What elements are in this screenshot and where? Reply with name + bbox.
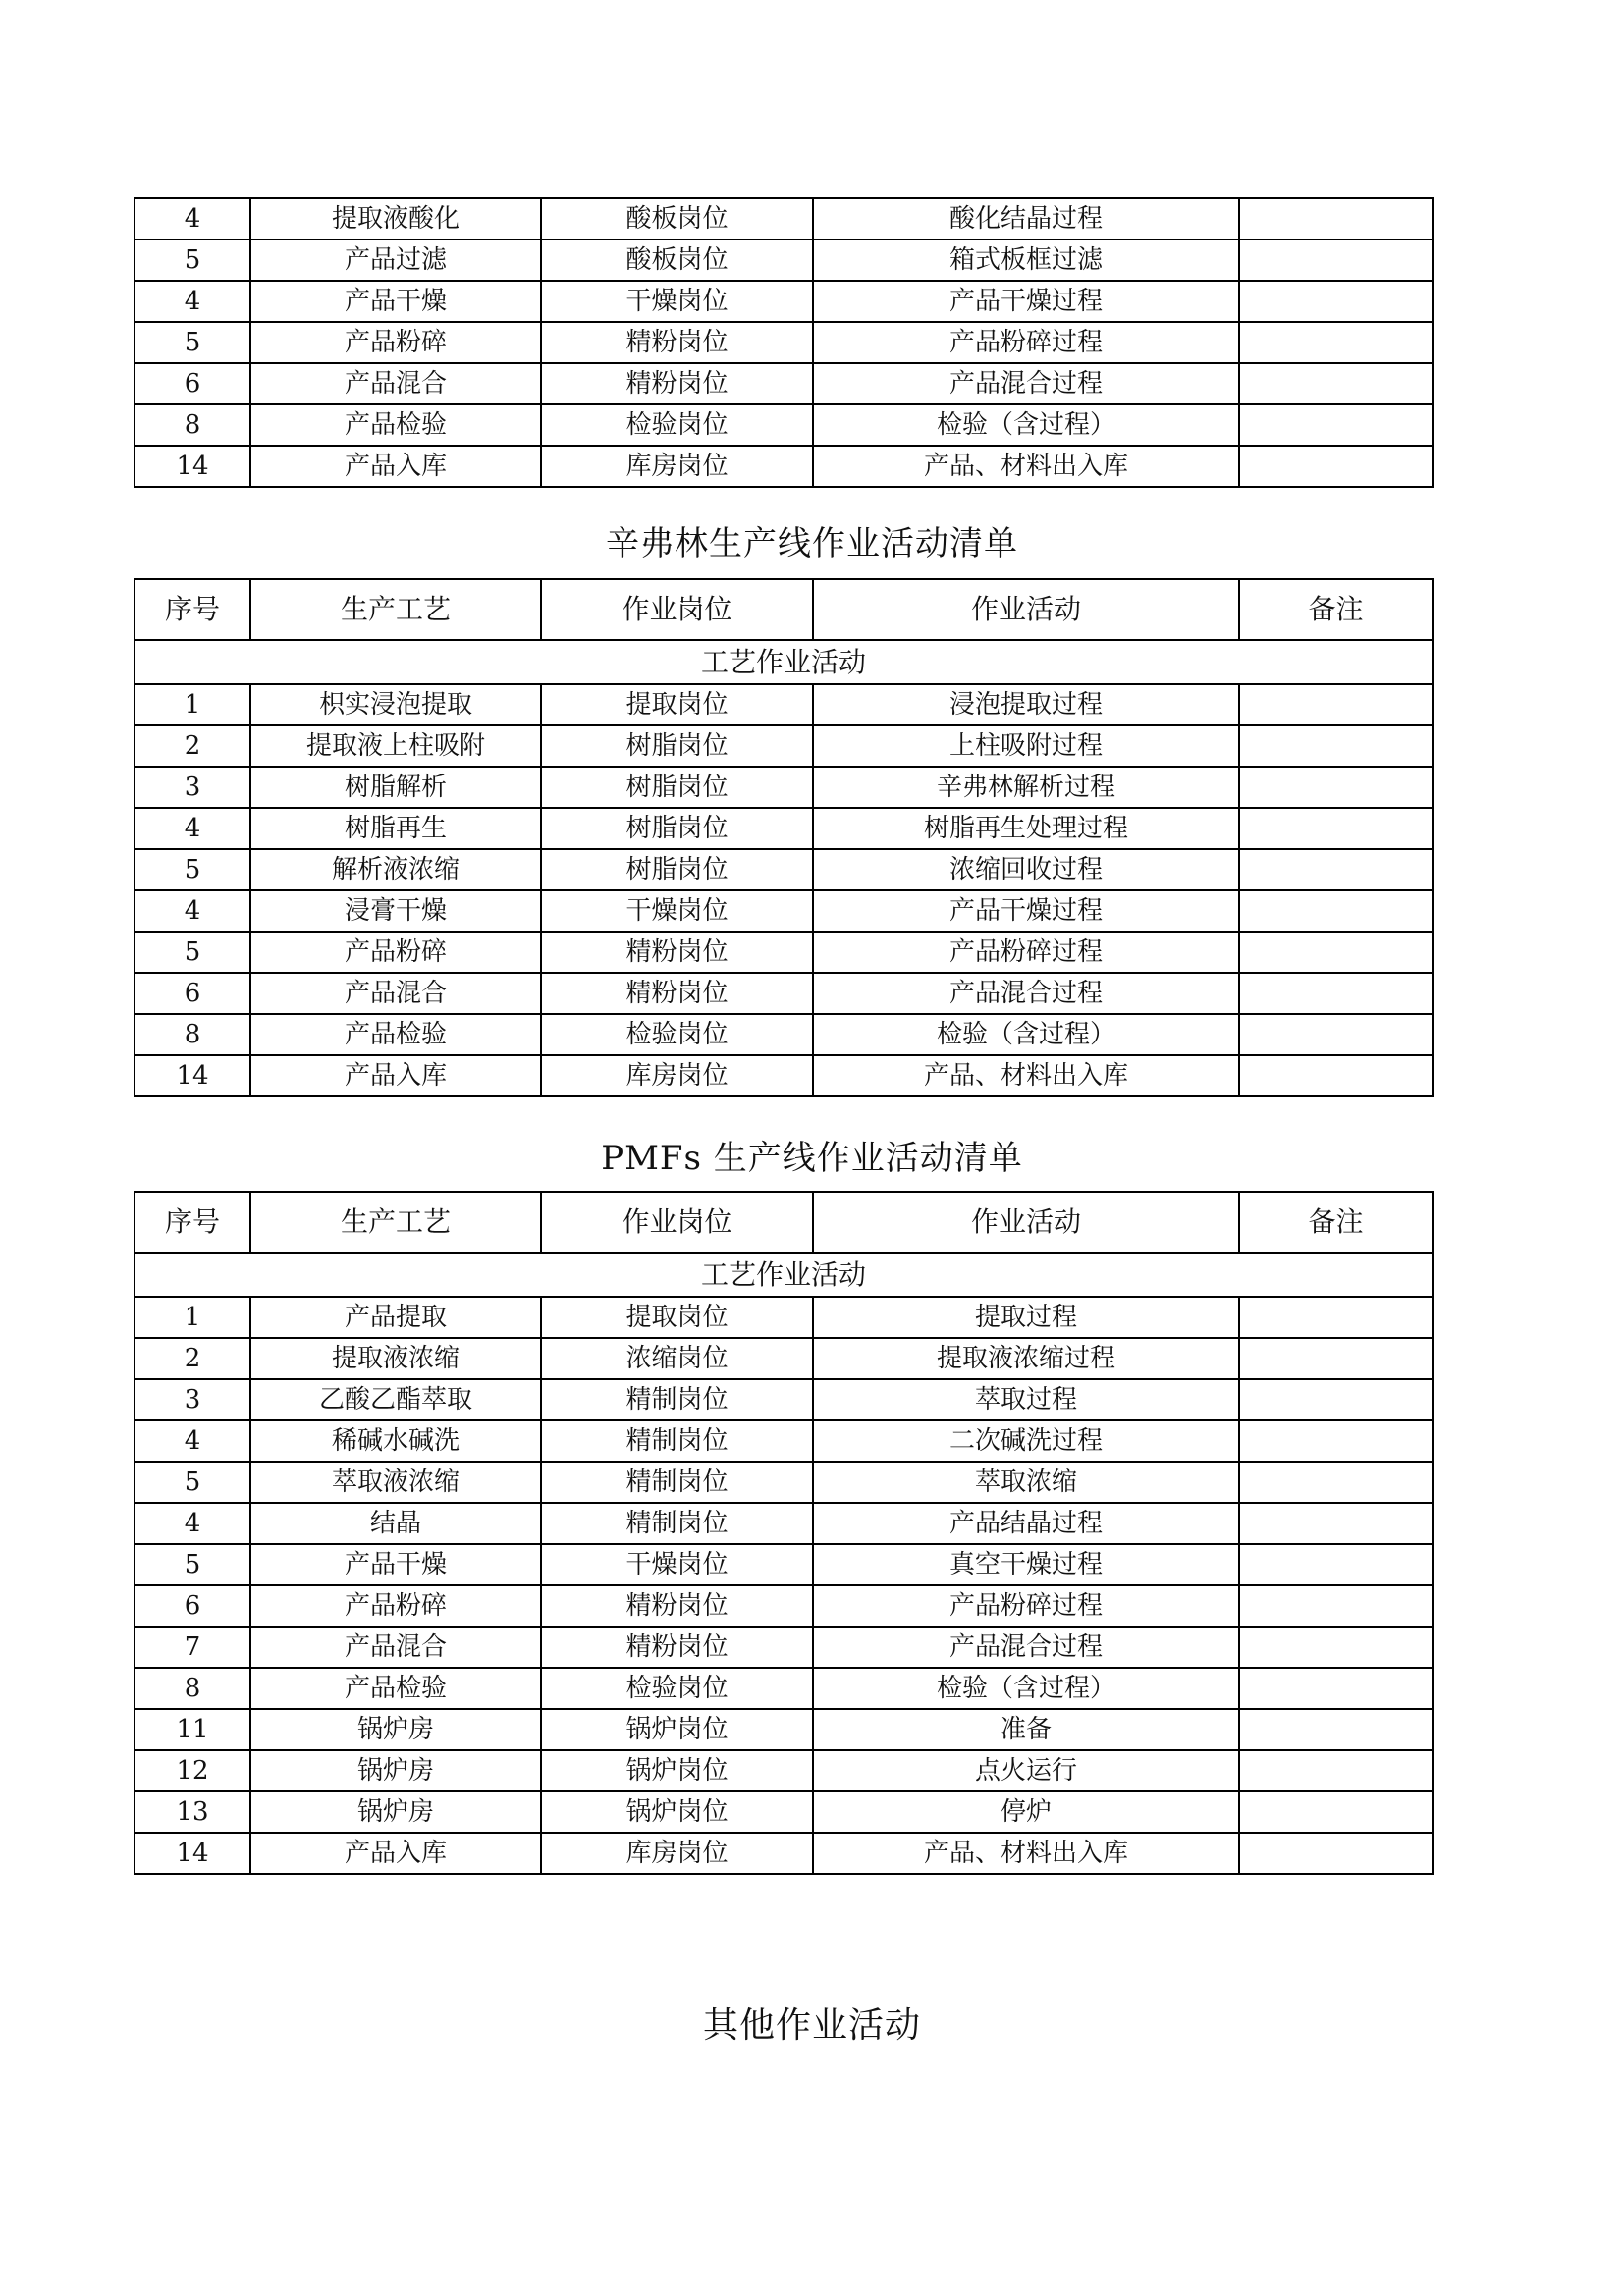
table-row xyxy=(135,767,1433,808)
cell-remarks xyxy=(1239,281,1433,322)
cell-post: 精制岗位 xyxy=(541,1503,813,1544)
table-header-row xyxy=(135,1192,1433,1253)
table-row xyxy=(135,932,1433,973)
synephrine-section-title: 辛弗林生产线作业活动清单 xyxy=(606,524,1018,563)
cell-activity: 产品、材料出入库 xyxy=(813,1055,1239,1096)
cell-post: 树脂岗位 xyxy=(541,767,813,808)
cell-process: 锅炉房 xyxy=(250,1750,541,1791)
cell-process: 产品混合 xyxy=(250,363,541,404)
cell-seq: 2 xyxy=(135,725,250,767)
cell-process: 萃取液浓缩 xyxy=(250,1462,541,1503)
cell-post: 提取岗位 xyxy=(541,1297,813,1338)
cell-remarks xyxy=(1239,973,1433,1014)
cell-remarks xyxy=(1239,1544,1433,1585)
cell-process: 产品粉碎 xyxy=(250,1585,541,1627)
cell-post: 库房岗位 xyxy=(541,1055,813,1096)
cell-seq: 1 xyxy=(135,684,250,725)
cell-post: 精制岗位 xyxy=(541,1462,813,1503)
cell-remarks xyxy=(1239,890,1433,932)
cell-seq: 4 xyxy=(135,1420,250,1462)
cell-remarks xyxy=(1239,1379,1433,1420)
cell-remarks xyxy=(1239,1420,1433,1462)
cell-seq: 5 xyxy=(135,849,250,890)
cell-remarks xyxy=(1239,808,1433,849)
cell-activity: 二次碱洗过程 xyxy=(813,1420,1239,1462)
table-row xyxy=(135,240,1433,281)
table-row xyxy=(135,1420,1433,1462)
cell-remarks xyxy=(1239,1014,1433,1055)
cell-process: 提取液上柱吸附 xyxy=(250,725,541,767)
table-row xyxy=(135,1627,1433,1668)
cell-post: 精粉岗位 xyxy=(541,322,813,363)
cell-activity: 真空干燥过程 xyxy=(813,1544,1239,1585)
cell-process: 稀碱水碱洗 xyxy=(250,1420,541,1462)
cell-activity: 检验（含过程） xyxy=(813,404,1239,446)
cell-post: 精粉岗位 xyxy=(541,973,813,1014)
cell-process: 树脂再生 xyxy=(250,808,541,849)
table-row xyxy=(135,1014,1433,1055)
cell-process: 产品提取 xyxy=(250,1297,541,1338)
table-row xyxy=(135,1585,1433,1627)
cell-remarks xyxy=(1239,849,1433,890)
cell-activity: 产品粉碎过程 xyxy=(813,1585,1239,1627)
table-row xyxy=(135,198,1433,240)
cell-process: 产品检验 xyxy=(250,404,541,446)
cell-seq: 4 xyxy=(135,281,250,322)
cell-post: 树脂岗位 xyxy=(541,725,813,767)
table-row xyxy=(135,1055,1433,1096)
cell-seq: 4 xyxy=(135,808,250,849)
table-row xyxy=(135,1709,1433,1750)
cell-seq: 3 xyxy=(135,1379,250,1420)
cell-remarks xyxy=(1239,1668,1433,1709)
cell-remarks xyxy=(1239,1462,1433,1503)
cell-activity: 箱式板框过滤 xyxy=(813,240,1239,281)
cell-remarks xyxy=(1239,1791,1433,1833)
cell-seq: 3 xyxy=(135,767,250,808)
cell-process: 产品干燥 xyxy=(250,281,541,322)
cell-activity: 停炉 xyxy=(813,1791,1239,1833)
cell-post: 锅炉岗位 xyxy=(541,1791,813,1833)
cell-seq: 14 xyxy=(135,1833,250,1874)
cell-process: 提取液浓缩 xyxy=(250,1338,541,1379)
cell-post: 精粉岗位 xyxy=(541,932,813,973)
cell-seq: 5 xyxy=(135,240,250,281)
cell-process: 乙酸乙酯萃取 xyxy=(250,1379,541,1420)
table-row xyxy=(135,1668,1433,1709)
cell-post: 精粉岗位 xyxy=(541,1627,813,1668)
cell-process: 结晶 xyxy=(250,1503,541,1544)
cell-activity: 萃取浓缩 xyxy=(813,1462,1239,1503)
cell-activity: 产品、材料出入库 xyxy=(813,1833,1239,1874)
cell-post: 检验岗位 xyxy=(541,404,813,446)
cell-activity: 辛弗林解析过程 xyxy=(813,767,1239,808)
table-row xyxy=(135,1544,1433,1585)
cell-seq: 14 xyxy=(135,1055,250,1096)
cell-remarks xyxy=(1239,446,1433,487)
cell-activity: 产品粉碎过程 xyxy=(813,322,1239,363)
cell-remarks xyxy=(1239,1585,1433,1627)
table-row xyxy=(135,1750,1433,1791)
cell-remarks xyxy=(1239,1055,1433,1096)
group-label: 工艺作业活动 xyxy=(135,640,1433,684)
cell-activity: 浓缩回收过程 xyxy=(813,849,1239,890)
other-activities-title: 其他作业活动 xyxy=(702,2005,921,2046)
cell-process: 产品粉碎 xyxy=(250,932,541,973)
cell-seq: 4 xyxy=(135,1503,250,1544)
header-process: 生产工艺 xyxy=(250,1192,541,1253)
header-process: 生产工艺 xyxy=(250,579,541,640)
table-row xyxy=(135,725,1433,767)
group-row xyxy=(135,640,1433,684)
cell-activity: 产品混合过程 xyxy=(813,363,1239,404)
cell-post: 精粉岗位 xyxy=(541,1585,813,1627)
cell-post: 库房岗位 xyxy=(541,1833,813,1874)
cell-activity: 产品混合过程 xyxy=(813,973,1239,1014)
cell-post: 检验岗位 xyxy=(541,1668,813,1709)
cell-seq: 6 xyxy=(135,973,250,1014)
cell-seq: 1 xyxy=(135,1297,250,1338)
table-row xyxy=(135,404,1433,446)
cell-process: 树脂解析 xyxy=(250,767,541,808)
cell-seq: 12 xyxy=(135,1750,250,1791)
cell-seq: 2 xyxy=(135,1338,250,1379)
cell-process: 产品入库 xyxy=(250,1833,541,1874)
pmfs-activity-table xyxy=(134,1191,1434,1875)
cell-post: 检验岗位 xyxy=(541,1014,813,1055)
table-row xyxy=(135,1297,1433,1338)
header-seq: 序号 xyxy=(135,579,250,640)
cell-seq: 4 xyxy=(135,890,250,932)
table-header-row xyxy=(135,579,1433,640)
table-row xyxy=(135,281,1433,322)
synephrine-activity-table xyxy=(134,578,1434,1097)
cell-remarks xyxy=(1239,1297,1433,1338)
cell-remarks xyxy=(1239,1338,1433,1379)
cell-process: 枳实浸泡提取 xyxy=(250,684,541,725)
cell-activity: 提取过程 xyxy=(813,1297,1239,1338)
cell-seq: 13 xyxy=(135,1791,250,1833)
cell-process: 产品检验 xyxy=(250,1014,541,1055)
cell-process: 产品过滤 xyxy=(250,240,541,281)
cell-post: 酸板岗位 xyxy=(541,240,813,281)
cell-seq: 7 xyxy=(135,1627,250,1668)
cell-activity: 产品、材料出入库 xyxy=(813,446,1239,487)
continued-activity-table xyxy=(134,197,1434,488)
cell-process: 产品干燥 xyxy=(250,1544,541,1585)
cell-process: 提取液酸化 xyxy=(250,198,541,240)
cell-post: 干燥岗位 xyxy=(541,281,813,322)
cell-activity: 检验（含过程） xyxy=(813,1014,1239,1055)
cell-activity: 萃取过程 xyxy=(813,1379,1239,1420)
cell-post: 干燥岗位 xyxy=(541,890,813,932)
cell-remarks xyxy=(1239,725,1433,767)
header-seq: 序号 xyxy=(135,1192,250,1253)
cell-post: 树脂岗位 xyxy=(541,808,813,849)
cell-post: 树脂岗位 xyxy=(541,849,813,890)
cell-post: 精粉岗位 xyxy=(541,363,813,404)
table-row xyxy=(135,446,1433,487)
cell-activity: 产品粉碎过程 xyxy=(813,932,1239,973)
table-row xyxy=(135,363,1433,404)
table-row xyxy=(135,684,1433,725)
cell-activity: 准备 xyxy=(813,1709,1239,1750)
cell-seq: 5 xyxy=(135,932,250,973)
cell-process: 锅炉房 xyxy=(250,1791,541,1833)
cell-process: 产品混合 xyxy=(250,973,541,1014)
cell-post: 库房岗位 xyxy=(541,446,813,487)
cell-seq: 6 xyxy=(135,363,250,404)
cell-remarks xyxy=(1239,1503,1433,1544)
cell-seq: 6 xyxy=(135,1585,250,1627)
cell-remarks xyxy=(1239,322,1433,363)
header-post: 作业岗位 xyxy=(541,1192,813,1253)
cell-activity: 酸化结晶过程 xyxy=(813,198,1239,240)
cell-process: 浸膏干燥 xyxy=(250,890,541,932)
cell-activity: 提取液浓缩过程 xyxy=(813,1338,1239,1379)
table-row xyxy=(135,1379,1433,1420)
cell-activity: 产品干燥过程 xyxy=(813,281,1239,322)
group-row xyxy=(135,1253,1433,1297)
cell-post: 提取岗位 xyxy=(541,684,813,725)
cell-post: 酸板岗位 xyxy=(541,198,813,240)
cell-post: 浓缩岗位 xyxy=(541,1338,813,1379)
pmfs-section-title: PMFs 生产线作业活动清单 xyxy=(601,1139,1023,1178)
header-remarks: 备注 xyxy=(1239,579,1433,640)
table-row xyxy=(135,890,1433,932)
header-remarks: 备注 xyxy=(1239,1192,1433,1253)
cell-post: 精制岗位 xyxy=(541,1379,813,1420)
cell-activity: 上柱吸附过程 xyxy=(813,725,1239,767)
cell-seq: 4 xyxy=(135,198,250,240)
table-row xyxy=(135,1338,1433,1379)
cell-post: 锅炉岗位 xyxy=(541,1709,813,1750)
cell-seq: 8 xyxy=(135,404,250,446)
cell-remarks xyxy=(1239,684,1433,725)
table-row xyxy=(135,808,1433,849)
cell-activity: 点火运行 xyxy=(813,1750,1239,1791)
cell-seq: 8 xyxy=(135,1668,250,1709)
cell-activity: 浸泡提取过程 xyxy=(813,684,1239,725)
cell-process: 产品粉碎 xyxy=(250,322,541,363)
cell-seq: 5 xyxy=(135,322,250,363)
table-row xyxy=(135,1833,1433,1874)
cell-process: 锅炉房 xyxy=(250,1709,541,1750)
cell-activity: 产品结晶过程 xyxy=(813,1503,1239,1544)
cell-post: 干燥岗位 xyxy=(541,1544,813,1585)
cell-seq: 8 xyxy=(135,1014,250,1055)
cell-process: 产品入库 xyxy=(250,1055,541,1096)
cell-remarks xyxy=(1239,240,1433,281)
table-row xyxy=(135,1503,1433,1544)
cell-remarks xyxy=(1239,1750,1433,1791)
header-activity: 作业活动 xyxy=(813,579,1239,640)
cell-seq: 5 xyxy=(135,1462,250,1503)
cell-remarks xyxy=(1239,404,1433,446)
cell-activity: 检验（含过程） xyxy=(813,1668,1239,1709)
cell-remarks xyxy=(1239,1709,1433,1750)
table-row xyxy=(135,322,1433,363)
cell-seq: 5 xyxy=(135,1544,250,1585)
cell-remarks xyxy=(1239,1833,1433,1874)
header-activity: 作业活动 xyxy=(813,1192,1239,1253)
cell-post: 锅炉岗位 xyxy=(541,1750,813,1791)
cell-seq: 11 xyxy=(135,1709,250,1750)
cell-remarks xyxy=(1239,767,1433,808)
cell-remarks xyxy=(1239,932,1433,973)
cell-process: 产品检验 xyxy=(250,1668,541,1709)
cell-activity: 产品混合过程 xyxy=(813,1627,1239,1668)
table-row xyxy=(135,849,1433,890)
cell-remarks xyxy=(1239,1627,1433,1668)
cell-process: 解析液浓缩 xyxy=(250,849,541,890)
cell-post: 精制岗位 xyxy=(541,1420,813,1462)
table-row xyxy=(135,1791,1433,1833)
cell-process: 产品入库 xyxy=(250,446,541,487)
cell-remarks xyxy=(1239,363,1433,404)
table-row xyxy=(135,973,1433,1014)
cell-seq: 14 xyxy=(135,446,250,487)
group-label: 工艺作业活动 xyxy=(135,1253,1433,1297)
header-post: 作业岗位 xyxy=(541,579,813,640)
cell-process: 产品混合 xyxy=(250,1627,541,1668)
cell-activity: 树脂再生处理过程 xyxy=(813,808,1239,849)
table-row xyxy=(135,1462,1433,1503)
cell-activity: 产品干燥过程 xyxy=(813,890,1239,932)
cell-remarks xyxy=(1239,198,1433,240)
